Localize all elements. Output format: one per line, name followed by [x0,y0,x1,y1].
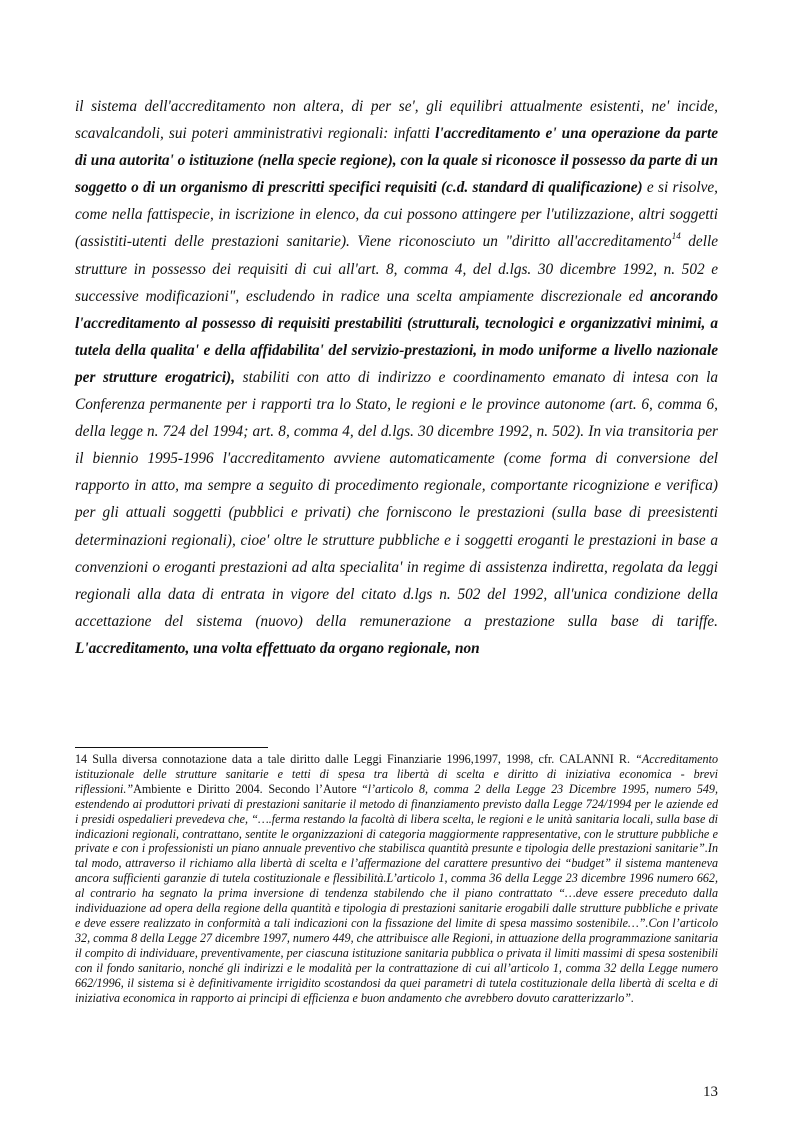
footnote-italic-text: l’articolo 8, comma 2 della Legge 23 Dicembre 1995, numero 549, estendendo ai produttori privati di prestazioni sanitarie il metodo di finanziamento previsto dalla Legge 724/1994 per le aziende ed i presidi ospedalieri prevedeva che, “….ferma restando la facoltà di libera scelta, le regioni e le unità sanitaria locali, sulla base di indicazioni regionali, contrattano, sentite le organizzazioni di categoria maggiormente rappresentative, con le strutture pubbliche e private e con i professionisti un piano annuale preventivo che stabilisca quantità presunte e tipologia delle prestazioni sanitarie”.In tal modo, attraverso il richiamo alla libertà di scelta e l’affermazione del carattere presuntivo dei “budget” il sistema manteneva ancora sufficienti garanzie di tutela costituzionale e flessibilità.L’articolo 1, comma 36 della Legge 23 dicembre 1996 numero 662, al contrario ha segnato la prima inversione di tendenza stabilendo che il piano contrattato “…deve essere preceduto dalla individuazione ad opera della regione della quantità e tipologia di prestazioni sanitarie erogabili dalle strutture pubbliche e private e deve essere realizzato in conformità a tali indicazioni con la fissazione del limite di spesa massimo sostenibile…”.Con l’articolo 32, comma 8 della Legge 27 dicembre 1997, numero 449, che attribuisce alle Regioni, in attuazione della programmazione sanitaria il compito di individuare, preventivamente, per ciascuna istituzione sanitaria pubblica o privata il limiti massimi di spesa sostenibili con il fondo sanitario, nonché gli indirizzi e le modalità per la contrattazione di cui all’articolo 1, comma 32 della Legge numero 662/1996, il sistema si è definitivamente irrigidito scostandosi da quei parametri di tutela costituzionale della libertà di scelta e di iniziativa economica in rapporto ai principi di efficienza e buon andamento che avrebbero dovuto caratterizzarlo”. [75,781,718,1005]
footnote-14 [75,752,718,1005]
footnote-separator [75,747,268,748]
body-text-segment: delle strutture in possesso dei requisiti di cui all'art. 8, comma 4, del d.lgs. 30 dicembre 1992, n. 502 e successive modificazioni", escludendo in radice una scelta ampiamente discrezionale ed [75,233,718,305]
footnote-text: 14 Sulla diversa connotazione data a tale diritto dalle Leggi Finanziarie 1996,1997, 1998, cfr. CALANNI R. [75,752,636,766]
body-text-segment: il sistema dell'accreditamento non altera, di per se', gli equilibri attualmente esistenti, ne' incide, scavalcandoli, sui poteri amministrativi regionali: infatti [75,98,718,143]
body-bold-segment: ancorando l'accreditamento al possesso di requisiti prestabiliti (strutturali, tecnologici e organizzativi minimi, a tutela della qualita' e della affidabilita' del servizio-prestazioni, in modo uniforme a livello nazionale per strutture erogatrici), [75,287,718,386]
body-bold-segment: L'accreditamento, una volta effettuato da organo regionale, non [75,639,480,657]
footnote-text: Ambiente e Diritto 2004. Secondo l’Autore “ [133,781,368,796]
body-paragraph [75,93,718,662]
body-text-segment: stabiliti con atto di indirizzo e coordinamento emanato di intesa con la Conferenza permanente per i rapporti tra lo Stato, le regioni e le province autonome (art. 6, comma 6, della legge n. 724 del 1994; art. 8, comma 4, del d.lgs. 30 dicembre 1992, n. 502). In via transitoria per il biennio 1995-1996 l'accreditamento avviene automaticamente (come forma di conversione del rapporto in atto, ma sempre a seguito di procedimento regionale, comportante ricognizione e verifica) per gli attuali soggetti (pubblici e privati) che forniscono le prestazioni (sulla base di preesistenti determinazioni regionali), cioe' oltre le strutture pubbliche e i soggetti eroganti le prestazioni in base a convenzioni o eroganti prestazioni ad alta specialita' in regime di assistenza indiretta, regolata da leggi regionali alla data di entrata in vigore del citato d.lgs n. 502 del 1992, all'unica condizione della accettazione del sistema (nuovo) della remunerazione a prestazione sulla base di tariffe. [75,368,718,630]
footnote-italic-text: “Accreditamento istituzionale delle strutture sanitarie e tetti di spesa tra libertà di scelta e diritto di iniziativa economica - brevi riflessioni.” [75,752,718,796]
footnote-reference[interactable]: 14 [671,231,681,242]
page-number: 13 [703,1084,718,1100]
body-bold-segment: l'accreditamento e' una operazione da parte di una autorita' o istituzione (nella specie regione), con la quale si riconosce il possesso da parte di un soggetto o di un organismo di prescritti specifici requisiti (c.d. standard di qualificazione) [75,125,719,197]
body-text-segment: e si risolve, come nella fattispecie, in iscrizione in elenco, da cui possono attingere per l'utilizzazione, altri soggetti (assistiti-utenti delle prestazioni sanitarie). Viene riconosciuto un "diritto all'accreditamento [75,179,718,251]
